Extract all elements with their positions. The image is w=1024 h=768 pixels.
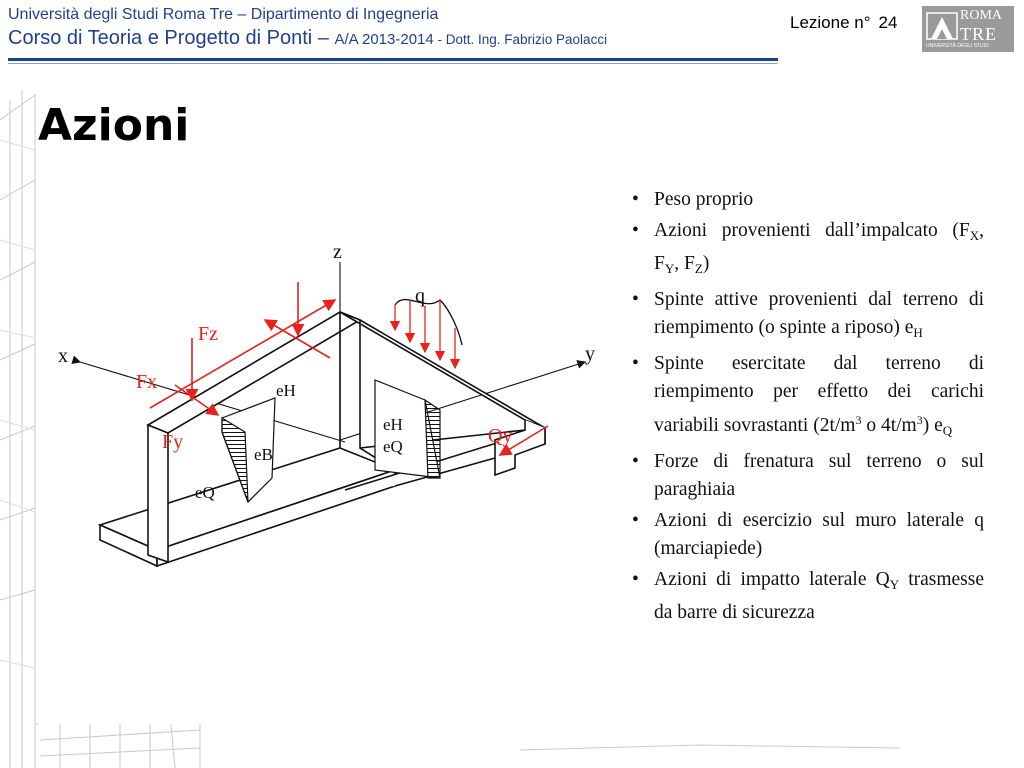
- actions-list: [632, 186, 984, 630]
- bullet: •: [632, 289, 639, 310]
- lesson-indicator: [790, 13, 897, 33]
- bullet: •: [632, 189, 639, 210]
- label-fz: Fz: [198, 323, 218, 345]
- label-fy: Fy: [162, 431, 184, 453]
- label-eh-side: eH: [383, 415, 403, 434]
- bullet: •: [632, 451, 639, 472]
- label-q: q: [415, 285, 425, 307]
- label-z: z: [333, 241, 342, 263]
- fy-arrow: [150, 300, 335, 408]
- roma-tre-logo: [922, 6, 1014, 52]
- label-eb: eB: [254, 445, 273, 464]
- bullet: •: [632, 220, 639, 241]
- slide-title: Azioni: [38, 100, 190, 151]
- logo-text-university: UNIVERSITÀ DEGLI STUDI: [926, 43, 989, 49]
- action-item: • Azioni provenienti dall’impalcato ($F_X$, $F_Y$, $F_Z$): [632, 217, 984, 283]
- course-year: A/A 2013-2014: [334, 31, 434, 48]
- label-fx: Fx: [136, 371, 158, 393]
- course-teacher: - Dott. Ing. Fabrizio Paolacci: [433, 32, 608, 47]
- course-info: [8, 25, 607, 53]
- action-item: • Azioni di impatto laterale $Q_Y$ trasmesse da barre di sicurezza: [632, 566, 984, 627]
- bullet: •: [632, 353, 639, 374]
- label-eq-back: eQ: [195, 483, 215, 502]
- bullet: •: [632, 569, 639, 590]
- distributed-load-q: [395, 300, 462, 368]
- header-divider: [8, 58, 778, 61]
- lesson-number: 24: [878, 13, 898, 32]
- axes: [80, 262, 585, 442]
- abutment-diagram: [48, 228, 618, 608]
- label-eh-back: eH: [276, 381, 296, 400]
- course-main: Corso di Teoria e Progetto di Ponti –: [8, 27, 335, 49]
- side-wall: [340, 312, 545, 475]
- logo-text-tre: TRE: [960, 24, 997, 44]
- lesson-label: Lezione n°: [790, 13, 871, 32]
- logo-text-roma: ROMA: [960, 8, 1003, 23]
- label-eq-side: eQ: [383, 437, 403, 456]
- label-x: x: [58, 345, 68, 367]
- slide-header: [8, 5, 607, 53]
- header-divider-thin: [8, 63, 778, 64]
- university-name: Università degli Studi Roma Tre – Dipartimento di Ingegneria: [8, 6, 439, 23]
- label-y: y: [585, 343, 595, 365]
- logo-arch-icon: [925, 9, 961, 43]
- action-item: • Spinte attive provenienti dal terreno di riempimento (o spinte a riposo) $e_H$: [632, 286, 984, 347]
- action-item: • Forze di frenatura sul terreno o sul paraghiaia: [632, 448, 984, 504]
- action-item: • Peso proprio: [632, 186, 984, 214]
- label-qy: Qy: [488, 425, 513, 447]
- action-item: • Azioni di esercizio sul muro laterale q (marciapiede): [632, 507, 984, 563]
- bullet: •: [632, 510, 639, 531]
- action-item: • Spinte esercitate dal terreno di riempimento per effetto dei carichi variabili sovrastanti ($2t/m^3$ o $4t/m^3$) $e_Q$: [632, 350, 984, 445]
